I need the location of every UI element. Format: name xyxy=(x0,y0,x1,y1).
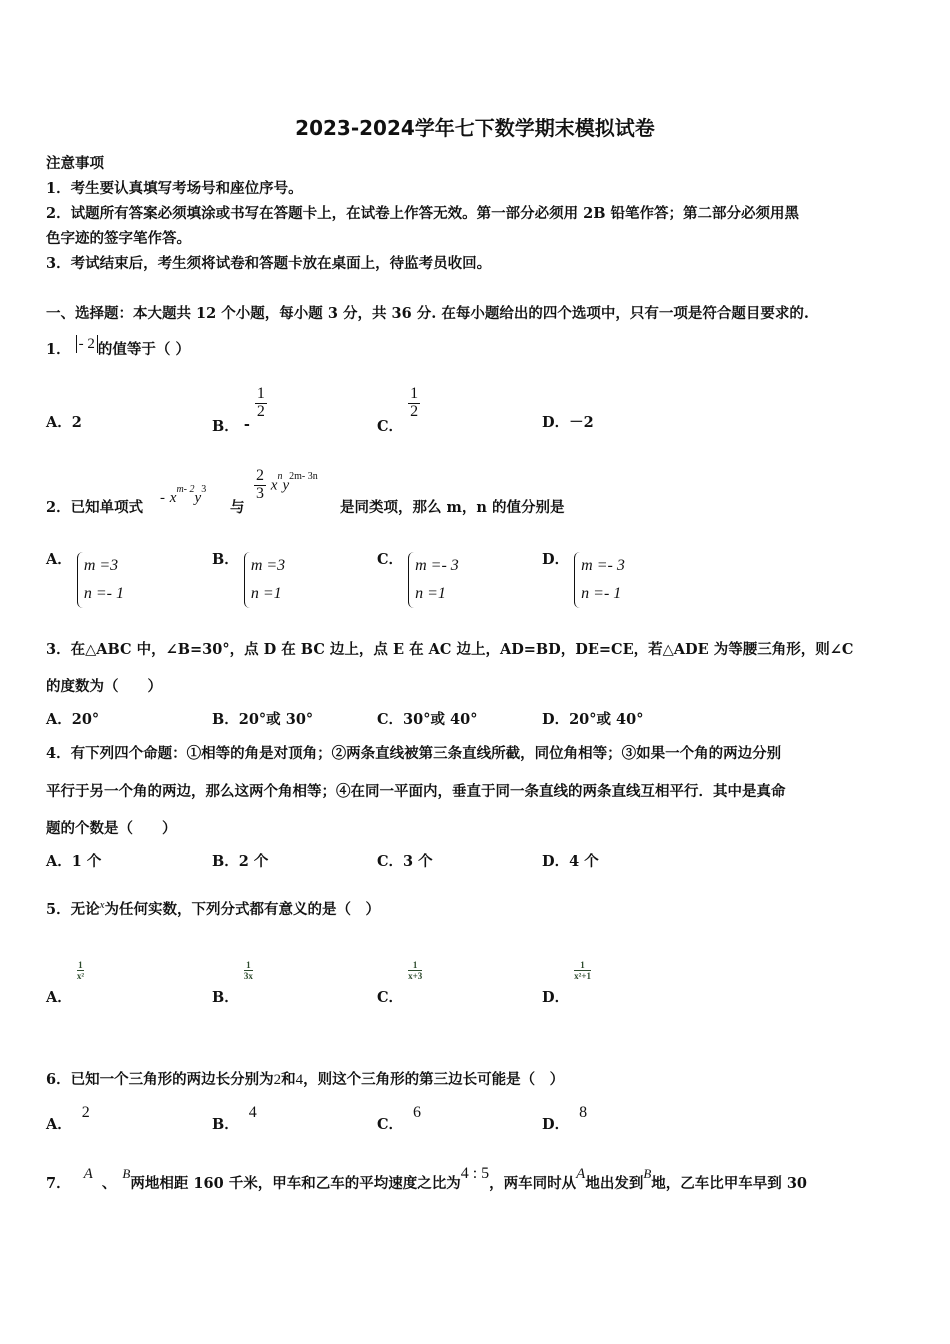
q1-option-d: D．－2 xyxy=(542,414,594,431)
question-2-text-a: 2．已知单项式 xyxy=(46,499,144,516)
question-text: 的值等于（ ） xyxy=(97,341,190,358)
small-fraction: $\frac{1}{3x}$ xyxy=(243,959,253,981)
question-1 xyxy=(46,338,190,359)
question-2-text-c: 是同类项，那么 m，n 的值分别是 xyxy=(340,499,565,516)
monomial-1: - $x^{m- 2}y^3$ xyxy=(160,484,207,506)
question-3-line-1: 3．在△ABC 中，∠B=30°，点 D 在 BC 边上，点 E 在 AC 边上，AD=BD，DE=CE，若△ADE 为等腰三角形，则∠C xyxy=(46,641,854,658)
q3-option-c: C．30°或 40° xyxy=(377,711,478,728)
notice-item-3: 3．考试结束后，考生须将试卷和答题卡放在桌面上，待监考员收回。 xyxy=(46,255,492,272)
q3-option-b: B．20°或 30° xyxy=(212,711,314,728)
notice-item-2-cont: 色字迹的签字笔作答。 xyxy=(46,230,191,247)
q5-option-d: D． $\frac{1}{\text{x²+1}}$ xyxy=(542,959,591,1006)
equation-system: m =3 n =- 1 xyxy=(77,552,124,608)
question-number: 1． xyxy=(46,341,71,358)
question-4-line-3: 题的个数是（ ） xyxy=(46,820,177,837)
page-title: 2023-2024学年七下数学期末模拟试卷 xyxy=(295,116,655,140)
q4-option-d: D．4 个 xyxy=(542,853,599,870)
q5-option-b: B． $\frac{1}{3x}$ xyxy=(212,959,253,1006)
q2-option-b: B． m =3 n =1 xyxy=(212,552,285,608)
q4-option-c: C．3 个 xyxy=(377,853,433,870)
section-heading: 一、选择题：本大题共 12 个小题，每小题 3 分，共 36 分. 在每小题给出的四个选项中，只有一项是符合题目要求的. xyxy=(46,305,809,322)
question-7: 7． A 、B两地相距 160 千米，甲车和乙车的平均速度之比为4 : 5，两车同时从A地出发到B地，乙车比甲车早到 30 xyxy=(46,1165,808,1192)
monomial-2: $\frac{2}{3}$ $x^ny^{2m- 3n}$ xyxy=(256,467,318,502)
equation-system: m =3 n =1 xyxy=(244,552,285,608)
q1-option-a: A．2 xyxy=(46,414,82,431)
question-3-line-2: 的度数为（ ） xyxy=(46,678,162,695)
absolute-value-expression: - 2 xyxy=(76,335,98,353)
q2-option-d: D． m =- 3 n =- 1 xyxy=(542,552,625,608)
question-5: 5．无论$^x$为任何实数，下列分式都有意义的是（ ） xyxy=(46,899,380,918)
small-fraction: $\frac{1}{\text{x²+1}}$ xyxy=(574,959,591,981)
fraction: $\frac{1}{2}$ xyxy=(410,385,419,420)
question-6: 6．已知一个三角形的两边长分别为2和4，则这个三角形的第三边长可能是（ ） xyxy=(46,1071,565,1088)
q5-option-a: A． $\frac{1}{\text{x²}}$ xyxy=(46,959,85,1006)
equation-system: m =- 3 n =1 xyxy=(408,552,459,608)
q4-option-b: B．2 个 xyxy=(212,853,269,870)
equation-system: m =- 3 n =- 1 xyxy=(574,552,625,608)
question-4-line-1: 4．有下列四个命题：①相等的角是对顶角；②两条直线被第三条直线所截，同位角相等；③如果一个角的两边分别 xyxy=(46,745,782,762)
q6-option-d: D．8 xyxy=(542,1104,588,1133)
ratio: 4 : 5 xyxy=(460,1165,490,1182)
variable-x: x xyxy=(99,899,105,911)
notice-heading: 注意事项 xyxy=(46,155,104,172)
notice-item-1: 1．考生要认真填写考场号和座位序号。 xyxy=(46,180,303,197)
q6-option-b: B．4 xyxy=(212,1104,257,1133)
question-4-line-2: 平行于另一个角的两边，那么这两个角相等；④在同一平面内，垂直于同一条直线的两条直线互相平行．其中是真命 xyxy=(46,783,786,800)
notice-item-2: 2．试题所有答案必须填涂或书写在答题卡上，在试卷上作答无效。第一部分必须用 2B 铅笔作答；第二部分必须用黑 xyxy=(46,205,800,222)
q6-option-a: A．2 xyxy=(46,1104,90,1133)
q3-option-a: A．20° xyxy=(46,711,100,728)
small-fraction: $\frac{1}{\text{x²}}$ xyxy=(76,959,85,981)
q2-option-a: A． m =3 n =- 1 xyxy=(46,552,124,608)
q5-option-c: C． $\frac{1}{x+3}$ xyxy=(377,959,423,1006)
q3-option-d: D．20°或 40° xyxy=(542,711,644,728)
q2-option-c: C． m =- 3 n =1 xyxy=(377,552,459,608)
q4-option-a: A．1 个 xyxy=(46,853,102,870)
small-fraction: $\frac{1}{x+3}$ xyxy=(408,959,423,981)
q6-option-c: C．6 xyxy=(377,1104,422,1133)
fraction: $\frac{1}{2}$ xyxy=(256,385,265,420)
q1-option-b: B． - $\frac{1}{2}$ xyxy=(212,385,265,436)
question-2-text-b: 与 xyxy=(230,499,245,516)
fraction: $\frac{2}{3}$ xyxy=(256,467,264,502)
q1-option-c: C． $\frac{1}{2}$ xyxy=(377,385,419,436)
